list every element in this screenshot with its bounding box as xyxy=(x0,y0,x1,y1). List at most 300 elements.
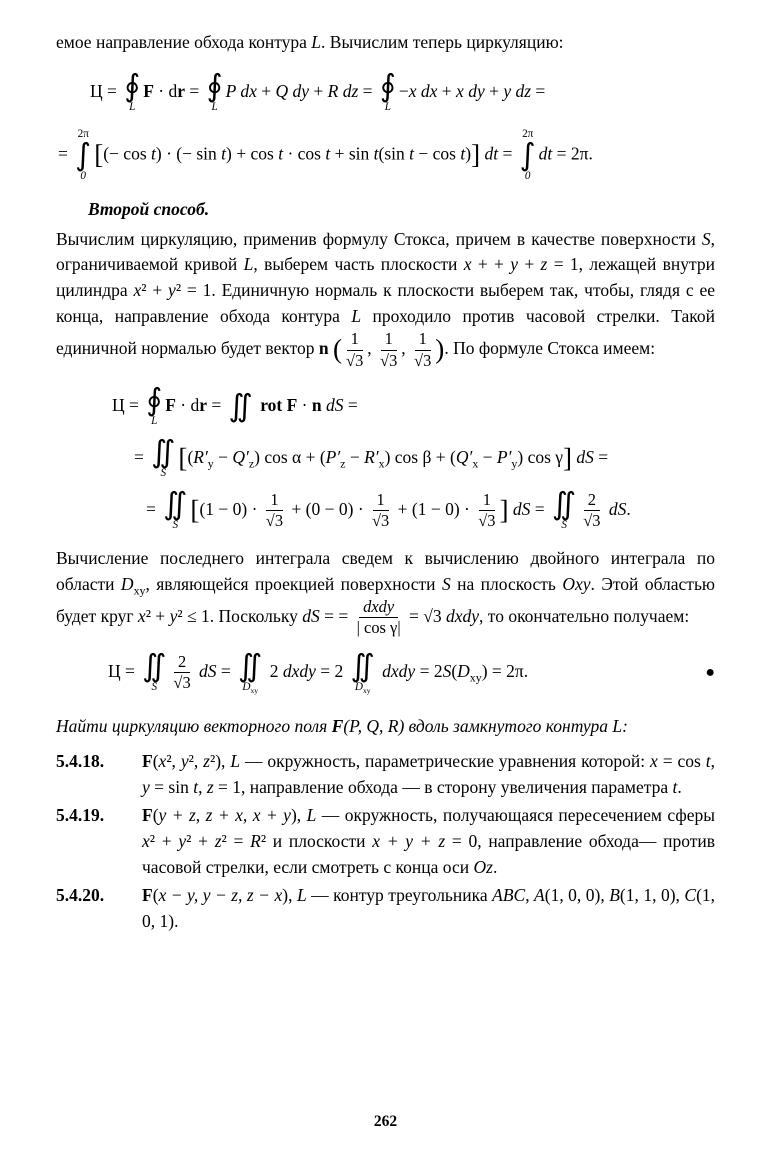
math-token: 2 xyxy=(587,490,596,509)
math-token xyxy=(552,486,577,532)
paragraph-stokes-setup xyxy=(56,227,715,370)
math-token: . xyxy=(677,777,682,798)
math-token: √3 xyxy=(265,511,284,531)
math-token: F xyxy=(142,805,153,826)
math-token: ² + xyxy=(149,831,179,852)
math-subscript: xy xyxy=(250,685,259,695)
math-token: = 1, направление обхода — в сторону увеличения параметра xyxy=(213,777,673,798)
math-token: ∬ xyxy=(228,389,253,425)
math-token: , xyxy=(367,338,377,359)
math-token: L xyxy=(230,751,241,772)
math-token: x + y + z xyxy=(372,831,446,852)
math-token: R xyxy=(250,831,261,852)
math-token xyxy=(173,519,179,532)
math-token xyxy=(325,446,346,471)
math-token xyxy=(151,415,157,428)
math-token: dxdy xyxy=(445,605,480,626)
math-token: ) cos α + ( xyxy=(254,446,326,467)
math-token: y dz xyxy=(503,80,532,101)
math-token: ABC xyxy=(492,884,526,905)
math-token: ) · (− sin xyxy=(155,143,222,164)
math-token: = xyxy=(498,143,517,164)
math-token: D xyxy=(120,573,134,594)
math-token: ] xyxy=(471,139,481,170)
problem-text xyxy=(142,749,715,801)
math-token: = 2 xyxy=(415,660,443,681)
math-token: √3 xyxy=(346,350,364,370)
problem-text xyxy=(142,803,715,881)
math-token: t xyxy=(460,143,466,164)
math-token: Oz xyxy=(473,856,493,877)
math-token: = xyxy=(134,446,149,467)
math-token: Ц = xyxy=(112,395,144,415)
math-token: = xyxy=(343,395,358,415)
math-token: ² = 1. Единичную нормаль к плоскости выберем так, чтобы, глядя с ее конца, направление обхода контура xyxy=(56,280,715,327)
math-token: L xyxy=(151,415,158,428)
math-token xyxy=(415,330,431,350)
math-token: , xyxy=(198,777,207,798)
math-token xyxy=(151,434,176,480)
math-token xyxy=(193,446,214,471)
math-token: L xyxy=(306,805,317,826)
math-token: t xyxy=(672,777,678,798)
math-token: ∬ xyxy=(142,648,167,684)
math-token xyxy=(372,511,389,530)
math-token: · xyxy=(297,395,312,415)
math-token: (1 − 0) · xyxy=(199,498,262,519)
math-token: ∬ xyxy=(552,486,577,522)
math-token: x xyxy=(463,254,472,275)
math-token: ² ≤ 1. Поскольку xyxy=(177,605,303,626)
math-token: D xyxy=(354,680,363,693)
math-token: x xyxy=(133,280,142,301)
math-token: , ограничиваемой кривой xyxy=(56,228,715,275)
math-token: ∮ xyxy=(379,68,396,104)
math-token: dxdy xyxy=(382,660,416,681)
math-token xyxy=(357,598,401,638)
math-token: · d xyxy=(175,395,200,415)
math-token: (1, 1, 0), xyxy=(619,884,685,905)
math-token: 1 xyxy=(384,329,393,349)
math-token: = sin xyxy=(149,777,194,798)
math-token: F xyxy=(142,751,153,772)
math-token xyxy=(380,330,397,370)
math-token xyxy=(266,511,283,530)
math-token xyxy=(478,511,495,530)
math-token: 2 xyxy=(177,651,187,671)
math-token: y + z, z + x, x + y xyxy=(158,805,291,826)
math-token xyxy=(414,351,431,370)
math-token: − xyxy=(213,446,233,467)
math-token: [ xyxy=(94,139,104,170)
math-token: Найти циркуляцию векторного поля xyxy=(56,715,332,736)
math-token: = = xyxy=(319,605,353,626)
math-token: R dz xyxy=(327,80,359,101)
math-token: dS xyxy=(199,660,217,681)
math-token: ( xyxy=(152,805,159,826)
math-token: ∮ xyxy=(124,68,141,104)
math-token xyxy=(385,101,391,114)
math-token xyxy=(379,68,396,114)
math-token: ∬ xyxy=(350,648,375,684)
math-token: S xyxy=(160,467,167,480)
math-token: (1, 0, 0), xyxy=(544,884,610,905)
math-token: x xyxy=(650,751,658,772)
math-token: t xyxy=(221,143,227,164)
math-token: ( xyxy=(187,446,194,467)
math-token: dS xyxy=(512,498,531,519)
equation-stokes-line-3 xyxy=(56,486,715,532)
math-token: 1 xyxy=(376,490,385,509)
math-token: ( xyxy=(152,884,159,905)
math-token xyxy=(146,383,163,428)
math-token: [ xyxy=(190,495,200,526)
math-token: P′ xyxy=(325,446,341,467)
math-token: (sin xyxy=(378,143,410,164)
page-number: 262 xyxy=(373,1113,398,1131)
math-token xyxy=(357,618,401,637)
math-token: ∫ xyxy=(75,137,92,173)
math-token xyxy=(80,170,86,183)
math-token: ), xyxy=(282,884,297,905)
math-token: + (1 − 0) · xyxy=(393,498,475,519)
math-token: C xyxy=(684,884,697,905)
math-token: Oxy xyxy=(562,573,591,594)
math-token: B xyxy=(609,884,620,905)
math-token: ² = xyxy=(221,831,251,852)
math-token: . Этой областью будет круг xyxy=(56,573,716,626)
math-token: , xyxy=(710,751,715,772)
math-token: 2 xyxy=(265,660,283,681)
math-token: r xyxy=(177,80,186,101)
math-token: L xyxy=(351,306,362,327)
math-token xyxy=(350,648,375,695)
math-token: = 0, направление обхода— против часовой стрелки, если смотреть с конца оси xyxy=(142,831,715,877)
math-token: dS xyxy=(576,446,594,467)
math-token: = xyxy=(531,80,546,101)
math-token: √3 xyxy=(380,350,398,370)
math-token: ] xyxy=(499,495,509,526)
paragraph-projection xyxy=(56,546,715,638)
math-token: + xyxy=(484,80,504,101)
math-token xyxy=(355,681,371,694)
math-token: y xyxy=(180,751,189,772)
math-token: , xyxy=(401,338,411,359)
math-token: dt xyxy=(484,143,499,164)
math-token: L xyxy=(384,100,392,113)
math-token: , то окончательно получаем: xyxy=(479,605,690,626)
math-token: [ xyxy=(178,443,188,474)
math-token: = xyxy=(185,80,204,101)
math-token: dS xyxy=(325,395,344,415)
math-token xyxy=(455,446,479,471)
math-token xyxy=(161,467,167,480)
math-token: S xyxy=(151,680,158,693)
math-token xyxy=(381,330,397,350)
math-token: t xyxy=(151,143,156,164)
math-token xyxy=(212,101,218,114)
math-token: . xyxy=(492,856,498,877)
math-token: (− cos xyxy=(103,143,152,164)
math-token xyxy=(496,446,518,471)
math-token: r xyxy=(199,395,208,415)
math-token: , выберем часть плоскости xyxy=(253,254,464,275)
math-token xyxy=(478,491,495,531)
math-token: 0 xyxy=(80,169,87,182)
math-token xyxy=(364,446,385,471)
math-token xyxy=(242,681,258,694)
math-token: · cos xyxy=(283,143,326,164)
math-token xyxy=(346,351,363,370)
math-token: F xyxy=(143,80,154,101)
math-token xyxy=(266,491,282,511)
math-token: L xyxy=(311,32,322,52)
math-token: + sin xyxy=(330,143,374,164)
math-token: t xyxy=(373,143,379,164)
math-token: . Вычислим теперь циркуляцию: xyxy=(321,32,564,52)
math-token: dS xyxy=(302,605,320,626)
math-token: ) cos β + ( xyxy=(384,446,456,467)
math-token: Вычислим циркуляцию, применив формулу Стокса, причем в качестве поверхности xyxy=(56,228,702,249)
math-token: + + xyxy=(471,254,511,275)
math-token xyxy=(232,446,255,471)
math-token: = 2 xyxy=(315,660,348,681)
math-token: x xyxy=(158,751,167,772)
math-token: ) xyxy=(465,143,472,164)
math-token: = xyxy=(58,143,73,164)
math-token: = xyxy=(146,498,161,519)
math-token: + xyxy=(437,80,457,101)
math-token: − cos xyxy=(414,143,461,164)
math-token xyxy=(584,491,600,511)
math-token: ( xyxy=(333,334,343,365)
math-token: = cos xyxy=(657,751,706,772)
math-token: y xyxy=(168,280,176,301)
math-token: 1 xyxy=(418,329,427,349)
math-token: ∬ xyxy=(238,648,263,684)
math-token: ², xyxy=(166,751,181,772)
math-token: z xyxy=(203,751,210,772)
math-token: D xyxy=(457,660,470,681)
math-token xyxy=(414,330,431,370)
math-token: , xyxy=(525,884,535,905)
math-token xyxy=(163,486,188,532)
math-token: t xyxy=(278,143,284,164)
math-token: L xyxy=(243,254,254,275)
math-token: − xyxy=(345,446,365,467)
math-token: емое направление обхода контура xyxy=(56,32,312,52)
math-token: = xyxy=(358,80,377,101)
math-token xyxy=(142,648,167,694)
math-token: n xyxy=(318,338,329,359)
equation-stokes-line-2 xyxy=(56,434,715,480)
math-token: F xyxy=(331,715,344,736)
math-token xyxy=(457,660,482,685)
math-token xyxy=(380,351,397,370)
math-token: D xyxy=(242,680,251,693)
math-token: (1, 0, 1). xyxy=(142,884,716,931)
math-token: Q′ xyxy=(455,446,473,467)
problem-number: 5.4.19. xyxy=(56,805,105,826)
math-token xyxy=(347,330,363,350)
math-token: dxdy xyxy=(282,660,316,681)
math-token: ² + xyxy=(141,280,169,301)
math-token: ) + cos xyxy=(226,143,279,164)
math-token: S xyxy=(701,228,711,249)
math-token: ∬ xyxy=(163,486,188,522)
math-token: | cos γ| xyxy=(356,618,401,638)
math-token: S xyxy=(561,519,567,532)
math-token xyxy=(152,681,158,694)
math-token: z xyxy=(206,777,214,798)
math-token: — окружность, получающаяся пересечением сферы xyxy=(316,805,715,826)
math-token: S xyxy=(172,519,179,532)
math-subscript: z xyxy=(248,456,255,471)
math-token: = xyxy=(593,446,609,467)
paragraph-continuation xyxy=(56,30,715,56)
math-token xyxy=(359,598,398,618)
problems-intro xyxy=(56,714,715,740)
math-token: − xyxy=(478,446,497,467)
math-token xyxy=(346,330,363,370)
math-token: , являющейся проекцией поверхности xyxy=(145,573,442,594)
math-token: 1 xyxy=(270,490,279,509)
math-token: ) cos γ xyxy=(517,446,564,467)
math-token: ²), xyxy=(209,751,231,772)
math-token: — контур треугольника xyxy=(306,884,493,905)
math-token: 0 xyxy=(524,169,531,182)
math-subscript: x xyxy=(378,456,385,471)
math-token: = 2π. xyxy=(552,143,593,164)
math-token: P′ xyxy=(496,446,512,467)
math-token xyxy=(228,389,253,425)
math-token: = 1, лежащей внутри цилиндра xyxy=(56,254,715,301)
math-token xyxy=(479,491,495,511)
problem-number: 5.4.18. xyxy=(56,751,105,772)
math-token: = xyxy=(207,395,226,415)
problems-list xyxy=(56,749,715,934)
equation-circulation-line-2 xyxy=(56,128,715,183)
math-token xyxy=(583,491,600,531)
math-subscript: x xyxy=(472,456,479,471)
math-token: n xyxy=(311,395,322,415)
math-subscript: xy xyxy=(133,583,146,598)
equation-final-formula xyxy=(108,648,529,695)
math-token xyxy=(174,653,190,673)
math-token: + xyxy=(518,254,541,275)
math-token: ∫ xyxy=(519,137,536,173)
math-token: Вычисление последнего интеграла сведем к вычислению двойного интеграла по области xyxy=(56,547,715,594)
math-token: t xyxy=(409,143,415,164)
math-token xyxy=(206,68,223,114)
math-token: P dx xyxy=(225,80,257,101)
math-token: ] xyxy=(563,443,573,474)
math-token: √3 xyxy=(414,350,432,370)
problem-5-4-19 xyxy=(56,803,715,881)
math-token: y xyxy=(142,777,150,798)
math-token: ∮ xyxy=(146,383,163,418)
math-token: x − y, y − z, z − x xyxy=(158,884,283,905)
math-token: ) = 2π. xyxy=(481,660,529,681)
math-token: ) xyxy=(435,334,445,365)
math-token xyxy=(266,491,283,531)
end-of-solution-dot: ● xyxy=(705,663,715,681)
math-token: L xyxy=(129,100,136,113)
math-token: Q dy xyxy=(275,80,310,101)
math-token: = xyxy=(216,660,236,681)
math-subscript: y xyxy=(207,456,214,471)
math-subscript: z xyxy=(340,456,346,471)
math-token: 2π xyxy=(522,127,534,140)
math-token: z xyxy=(214,831,222,852)
math-token: 2π xyxy=(77,127,89,140)
math-subscript: xy xyxy=(362,685,371,695)
math-token: · d xyxy=(153,80,178,101)
problem-text xyxy=(142,883,715,935)
problem-5-4-18 xyxy=(56,749,715,801)
math-token: = xyxy=(530,498,550,519)
math-token: A xyxy=(534,884,545,905)
math-token: ( xyxy=(152,751,159,772)
math-token: ∮ xyxy=(206,68,223,104)
math-token: x xyxy=(142,831,150,852)
math-token: + (0 − 0) · xyxy=(287,498,369,519)
math-token xyxy=(120,573,146,598)
math-token: (P, Q, R) вдоль замкнутого контура L: xyxy=(343,715,628,736)
math-token: rot F xyxy=(260,395,298,415)
math-token: R′ xyxy=(364,446,379,467)
math-token xyxy=(561,519,567,532)
math-token xyxy=(372,491,389,531)
math-token: x xyxy=(137,605,146,626)
math-token: S xyxy=(442,660,452,681)
math-token: − xyxy=(398,80,409,101)
math-token xyxy=(583,511,600,530)
math-token xyxy=(124,68,141,114)
math-token: ², xyxy=(188,751,204,772)
math-token xyxy=(520,128,536,183)
math-token: L xyxy=(211,100,218,113)
math-token xyxy=(525,170,531,183)
problem-5-4-20 xyxy=(56,883,715,935)
math-token: . По формуле Стокса имеем: xyxy=(444,338,656,359)
math-token: . xyxy=(626,498,631,519)
math-token: y xyxy=(510,254,519,275)
math-subscript: y xyxy=(511,456,518,471)
math-token: t xyxy=(193,777,199,798)
math-token: R′ xyxy=(193,446,208,467)
math-token: x dy xyxy=(456,80,485,101)
equation-circulation-line-1 xyxy=(56,68,715,114)
math-token: z xyxy=(540,254,548,275)
math-token: x dx xyxy=(408,80,438,101)
math-token xyxy=(173,653,190,693)
equation-final-result xyxy=(56,648,715,695)
math-token: y xyxy=(169,605,178,626)
math-token: F xyxy=(165,395,176,415)
math-token: + xyxy=(256,80,276,101)
math-token: Ц = xyxy=(108,660,140,681)
math-token: √3 xyxy=(583,511,601,531)
math-token: S xyxy=(441,573,451,594)
equation-stokes-line-1 xyxy=(56,383,715,428)
subheading-second-method: Второй способ. xyxy=(88,198,210,219)
math-token: — окружность, параметрические уравнения которой: xyxy=(240,751,651,772)
math-token: на плоскость xyxy=(450,573,563,594)
math-token: t xyxy=(705,751,711,772)
math-token: t xyxy=(325,143,331,164)
problem-number: 5.4.20. xyxy=(56,884,105,905)
